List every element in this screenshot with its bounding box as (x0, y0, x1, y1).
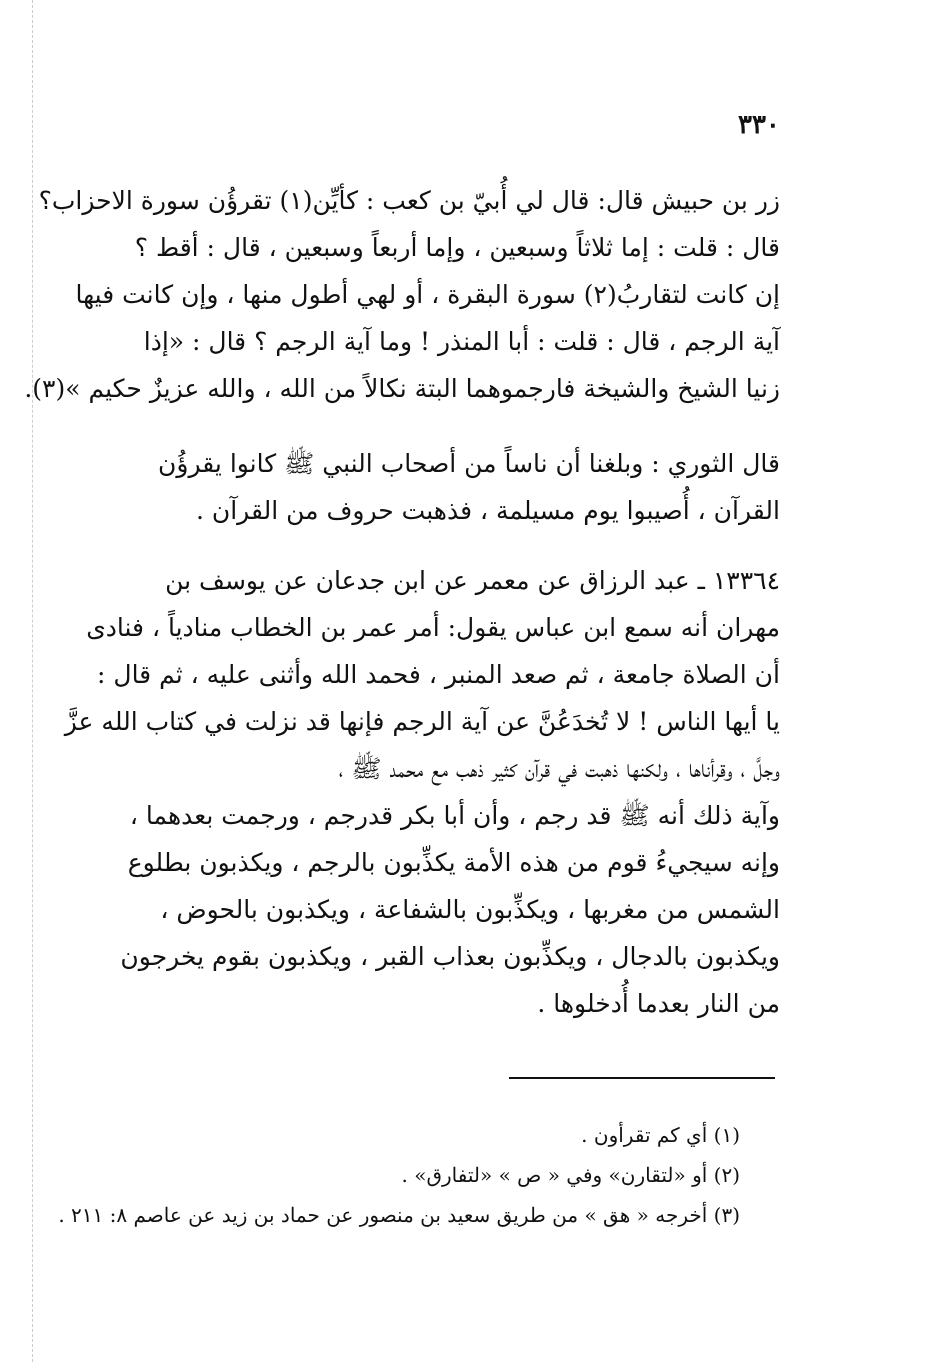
footnote-3: (٣) أخرجه « هق » من طريق سعيد بن منصور عن حماد بن زيد عن عاصم ٨: ٢١١ . (58, 1203, 740, 1227)
text-line: وجلَّ ، وقرأناها ، ولكنها ذهبت في قرآن كثير ذهب مع محمد ﷺ ، (338, 754, 780, 783)
text-line: ويكذبون بالدجال ، ويكذِّبون بعذاب القبر ، ويكذبون بقوم يخرجون (120, 942, 780, 971)
scan-edge (32, 0, 33, 1362)
text-line: القرآن ، أُصيبوا يوم مسيلمة ، فذهبت حروف من القرآن . (195, 496, 780, 525)
paragraph-2 (100, 440, 780, 534)
footnote-2: (٢) أو «لتقارن» وفي « ص » «لتفارق» . (401, 1163, 740, 1187)
text-line: وإنه سيجيءُ قوم من هذه الأمة يكذِّبون بالرجم ، ويكذبون بطلوع (127, 848, 780, 877)
paragraph-3 (64, 557, 780, 1027)
text-line: آية الرجم ، قال : قلت : أبا المنذر ! وما آية الرجم ؟ قال : «إذا (143, 327, 780, 356)
footnote-1: (١) أي كم تقرأون . (581, 1123, 740, 1147)
page-number: ٣٣٠ (738, 110, 780, 140)
text-line: يا أيها الناس ! لا تُخدَعُنَّ عن آية الرجم فإنها قد نزلت في كتاب الله عزَّ (64, 707, 780, 736)
text-line: ١٣٣٦٤ ـ عبد الرزاق عن معمر عن ابن جدعان عن يوسف بن (165, 566, 780, 595)
text-line: من النار بعدما أُدخلوها . (537, 989, 780, 1018)
text-line: أن الصلاة جامعة ، ثم صعد المنبر ، فحمد الله وأثنى عليه ، ثم قال : (97, 660, 780, 689)
text-line: زنيا الشيخ والشيخة فارجموهما البتة نكالاً من الله ، والله عزيزٌ حكيم »(٣). (24, 374, 780, 403)
text-line: وآية ذلك أنه ﷺ قد رجم ، وأن أبا بكر قدرجم ، ورجمت بعدهما ، (129, 801, 780, 830)
footnotes (58, 1115, 740, 1235)
text-line: إن كانت لتقاربُ(٢) سورة البقرة ، أو لهي أطول منها ، وإن كانت فيها (75, 280, 780, 309)
text-line: مهران أنه سمع ابن عباس يقول: أمر عمر بن الخطاب منادياً ، فنادى (86, 613, 780, 642)
text-line: زر بن حبيش قال: قال لي أُبيّ بن كعب : كأيِّن(١) تقرؤُن سورة الاحزاب؟ (38, 186, 780, 215)
text-line: قال : قلت : إما ثلاثاً وسبعين ، وإما أربعاً وسبعين ، قال : أقط ؟ (134, 233, 780, 262)
text-line: قال الثوري : وبلغنا أن ناساً من أصحاب النبي ﷺ كانوا يقرؤُن (158, 449, 780, 478)
paragraph-1 (24, 177, 780, 412)
text-line: الشمس من مغربها ، ويكذِّبون بالشفاعة ، ويكذبون بالحوض ، (160, 895, 780, 924)
footnote-separator (509, 1077, 775, 1079)
